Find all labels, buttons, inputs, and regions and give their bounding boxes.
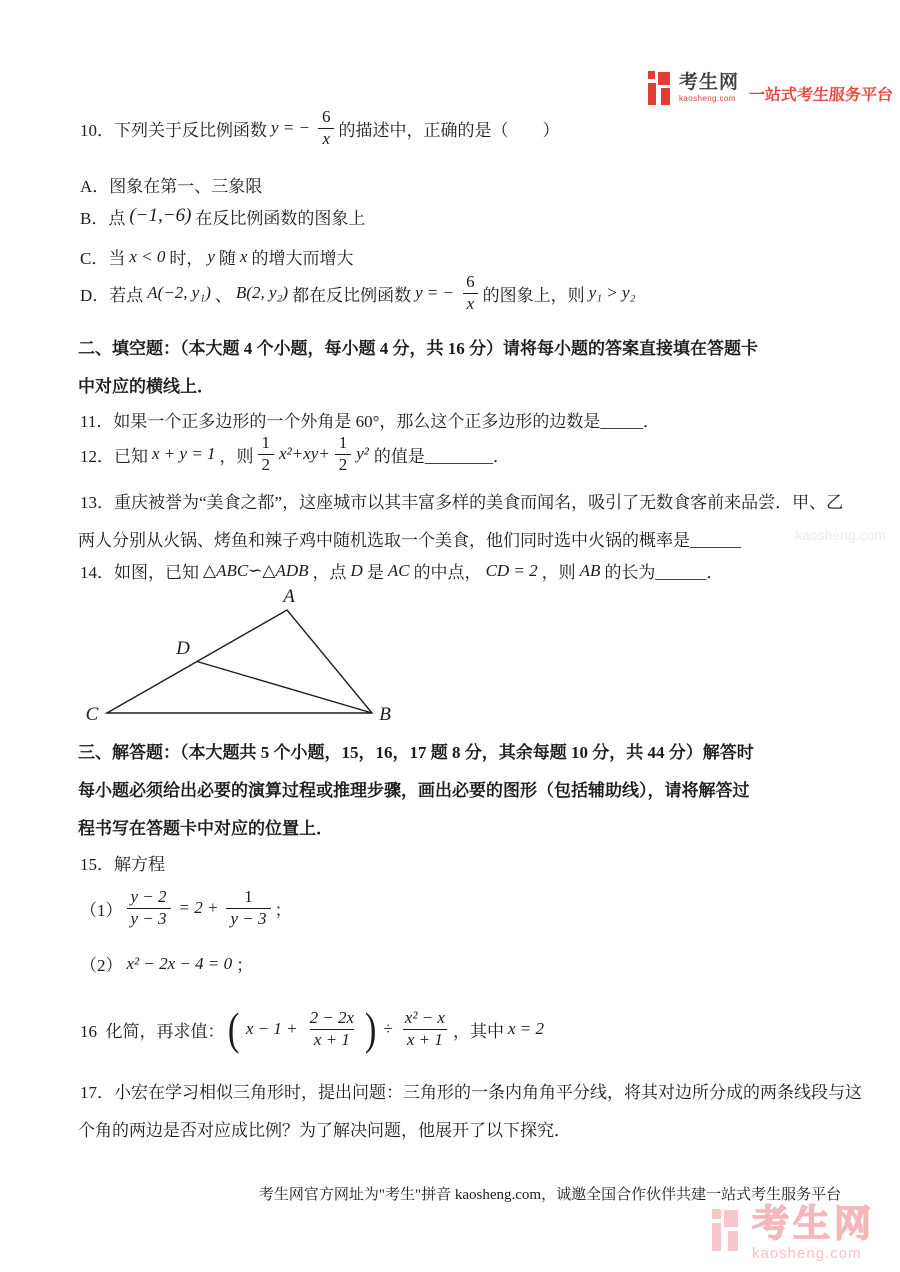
logo-name: 考生网	[679, 71, 740, 93]
question-15-title: 15．解方程	[80, 855, 165, 874]
option-d-text: 、	[214, 285, 232, 305]
q16-fraction-2-numerator: x² − x	[404, 1008, 445, 1028]
option-c	[80, 244, 353, 269]
q12-text: ，则	[219, 446, 254, 466]
watermark-logo-icon	[712, 1209, 738, 1253]
question-11: 11．如果一个正多边形的一个外角是 60°，那么这个正多边形的边数是_____．	[80, 412, 660, 431]
vertex-label-b: B	[379, 704, 391, 725]
question-12	[80, 431, 510, 477]
q12-math: x²+xy+	[279, 444, 330, 463]
q15-eq1-fraction-2-numerator: 1	[244, 887, 253, 907]
q10-text: 的描述中，正确的是（ ）	[338, 120, 560, 140]
option-d-point-b: B(2, y₂)	[235, 283, 289, 302]
option-b-text: B．点	[80, 208, 126, 228]
q16-text: 16 化简，再求值：	[80, 1021, 225, 1041]
vertex-label-c: C	[85, 704, 99, 725]
q14-text: ，则	[541, 563, 576, 582]
q12-fraction-1-numerator: 1	[261, 433, 271, 453]
q15-eq1-fraction-1	[127, 887, 171, 928]
logo-text-block	[679, 73, 739, 103]
section-3-heading-line2: 每小题必须给出必要的演算过程或推理步骤，画出必要的图形（包括辅助线），请将解答过	[78, 781, 750, 800]
q16-fraction-1	[306, 1008, 359, 1049]
watermark-text-block	[752, 1205, 875, 1262]
q16-fraction-2	[401, 1008, 449, 1049]
q16-text: ，其中	[452, 1021, 504, 1041]
q15-eq1-label: （1）	[80, 900, 123, 920]
q12-text: 12．已知	[80, 446, 148, 466]
q14-math: AC	[387, 560, 410, 580]
option-d-fraction	[462, 272, 479, 313]
q10-fraction-numerator: 6	[322, 107, 331, 127]
q14-similar-triangles: △ABC∽△ADB	[203, 560, 309, 580]
option-d-text: 的图象上，则	[482, 285, 585, 305]
q15-eq1-math: = 2 +	[178, 898, 219, 917]
q14-text: 的中点，	[413, 563, 482, 582]
option-d-point-a: A(−2, y₁)	[147, 283, 211, 302]
option-b-text: 在反比例函数的图象上	[195, 208, 366, 228]
vertex-label-d: D	[176, 638, 190, 659]
side-watermark: kaosheng.com	[795, 527, 887, 543]
q14-text: 的长为______．	[604, 563, 724, 582]
option-b	[80, 203, 365, 229]
q15-eq1-fraction-2-denominator: y − 3	[226, 908, 270, 929]
q14-math: D	[350, 560, 363, 580]
q16-fraction-1-numerator: 2 − 2x	[309, 1008, 355, 1028]
option-c-math: x	[239, 246, 248, 266]
watermark-domain: kaosheng.com	[752, 1245, 862, 1262]
q15-eq2-label: （2）	[80, 956, 123, 975]
option-a-text: A．图象在第一、三象限	[80, 177, 263, 196]
q14-math: CD = 2	[485, 560, 538, 580]
q10-fraction-denominator: x	[318, 128, 334, 149]
question-15-eq1	[80, 880, 292, 936]
q12-fraction-2-denominator: 2	[335, 454, 352, 475]
segment-db	[197, 662, 372, 714]
section-2-heading-line2: 中对应的横线上．	[78, 377, 214, 396]
section-3-heading-line1: 三、解答题：（本大题共 5 个小题，15，16，17 题 8 分，其余每题 10 分，共 44 分）解答时	[78, 743, 754, 762]
q12-fraction-2-numerator: 1	[338, 433, 348, 453]
option-c-math: y	[207, 246, 215, 266]
q10-text: 10．下列关于反比例函数	[80, 120, 267, 140]
q12-fraction-1-denominator: 2	[258, 454, 275, 475]
option-d-text: 都在反比例函数	[292, 285, 412, 305]
q12-text: 的值是________．	[373, 446, 510, 466]
option-d-math: y = −	[415, 283, 455, 302]
bottom-watermark	[712, 1205, 875, 1262]
question-13-line2: 两人分别从火锅、烤鱼和辣子鸡中随机选取一个美食，他们同时选中火锅的概率是______	[78, 531, 741, 550]
option-b-point: (−1,−6)	[129, 205, 192, 226]
logo-tagline: 一站式考生服务平台	[748, 87, 894, 104]
footer-text: 考生网官方网址为"考生"拼音 kaosheng.com，诚邀全国合作伙伴共建一站式考生服务平台	[258, 1187, 842, 1203]
option-d-fraction-denominator: x	[463, 293, 479, 314]
q14-text: 是	[366, 563, 384, 582]
section-3-heading-line3: 程书写在答题卡中对应的位置上．	[78, 819, 333, 838]
q15-eq2-punct: ；	[236, 956, 254, 975]
question-13-line1: 13．重庆被誉为“美食之都”，这座城市以其丰富多样的美食而闻名，吸引了无数食客前来品尝．甲、乙	[80, 493, 844, 512]
q14-math: AB	[579, 560, 601, 580]
vertex-label-a: A	[283, 588, 295, 607]
option-d-conclusion: y₁ > y₂	[588, 283, 636, 302]
question-17-line1: 17．小宏在学习相似三角形时，提出问题：三角形的一条内角角平分线，将其对边所分成的两条线段与这	[80, 1083, 862, 1102]
q15-eq1-fraction-1-denominator: y − 3	[127, 908, 171, 929]
q12-fraction-1	[258, 433, 275, 474]
q15-eq1-fraction-2	[226, 887, 270, 928]
option-d-text: D．若点	[80, 285, 144, 305]
q16-fraction-1-denominator: x + 1	[310, 1029, 354, 1050]
q15-eq2-math: x² − 2x − 4 = 0	[126, 953, 233, 973]
option-c-math: x < 0	[129, 246, 166, 266]
triangle-abc-outline	[107, 610, 372, 713]
watermark-name: 考生网	[752, 1203, 875, 1244]
option-c-text: C．当	[80, 249, 126, 268]
q16-divide-sign: ÷	[383, 1019, 393, 1038]
question-14	[80, 558, 723, 583]
section-2-heading-line1: 二、填空题：（本大题 4 个小题，每小题 4 分，共 16 分）请将每小题的答案直接填在答题卡	[78, 339, 758, 358]
kaosheng-logo-icon	[648, 71, 674, 105]
option-d-fraction-numerator: 6	[466, 272, 475, 292]
q15-eq1-fraction-1-numerator: y − 2	[130, 887, 167, 907]
option-d	[80, 268, 639, 318]
q14-text: 14．如图，已知	[80, 563, 199, 582]
option-c-text: 时，	[169, 249, 204, 268]
q16-math: x = 2	[507, 1019, 544, 1038]
option-c-text: 随	[218, 249, 236, 268]
question-16	[80, 1000, 548, 1058]
q15-eq1-punct: ；	[274, 900, 292, 920]
q16-math: x − 1 +	[245, 1019, 298, 1038]
q10-math: y = −	[271, 118, 310, 137]
q14-text: ，点	[312, 563, 347, 582]
q12-fraction-2	[335, 433, 352, 474]
q12-math: y²	[356, 444, 369, 463]
header-logo	[648, 70, 893, 105]
q12-math: x + y = 1	[152, 444, 216, 463]
option-a	[80, 172, 262, 197]
logo-domain: kaosheng.com	[679, 93, 736, 103]
question-10	[80, 103, 560, 153]
question-15-eq2	[80, 951, 253, 976]
option-c-text: 的增大而增大	[251, 249, 354, 268]
q16-close-paren: )	[365, 1003, 377, 1054]
q10-fraction	[318, 107, 335, 148]
question-17-line2: 个角的两边是否对应成比例？为了解决问题，他展开了以下探究．	[78, 1121, 571, 1140]
q16-fraction-2-denominator: x + 1	[403, 1029, 447, 1050]
q16-open-paren: (	[227, 1003, 239, 1054]
triangle-figure	[62, 588, 422, 733]
